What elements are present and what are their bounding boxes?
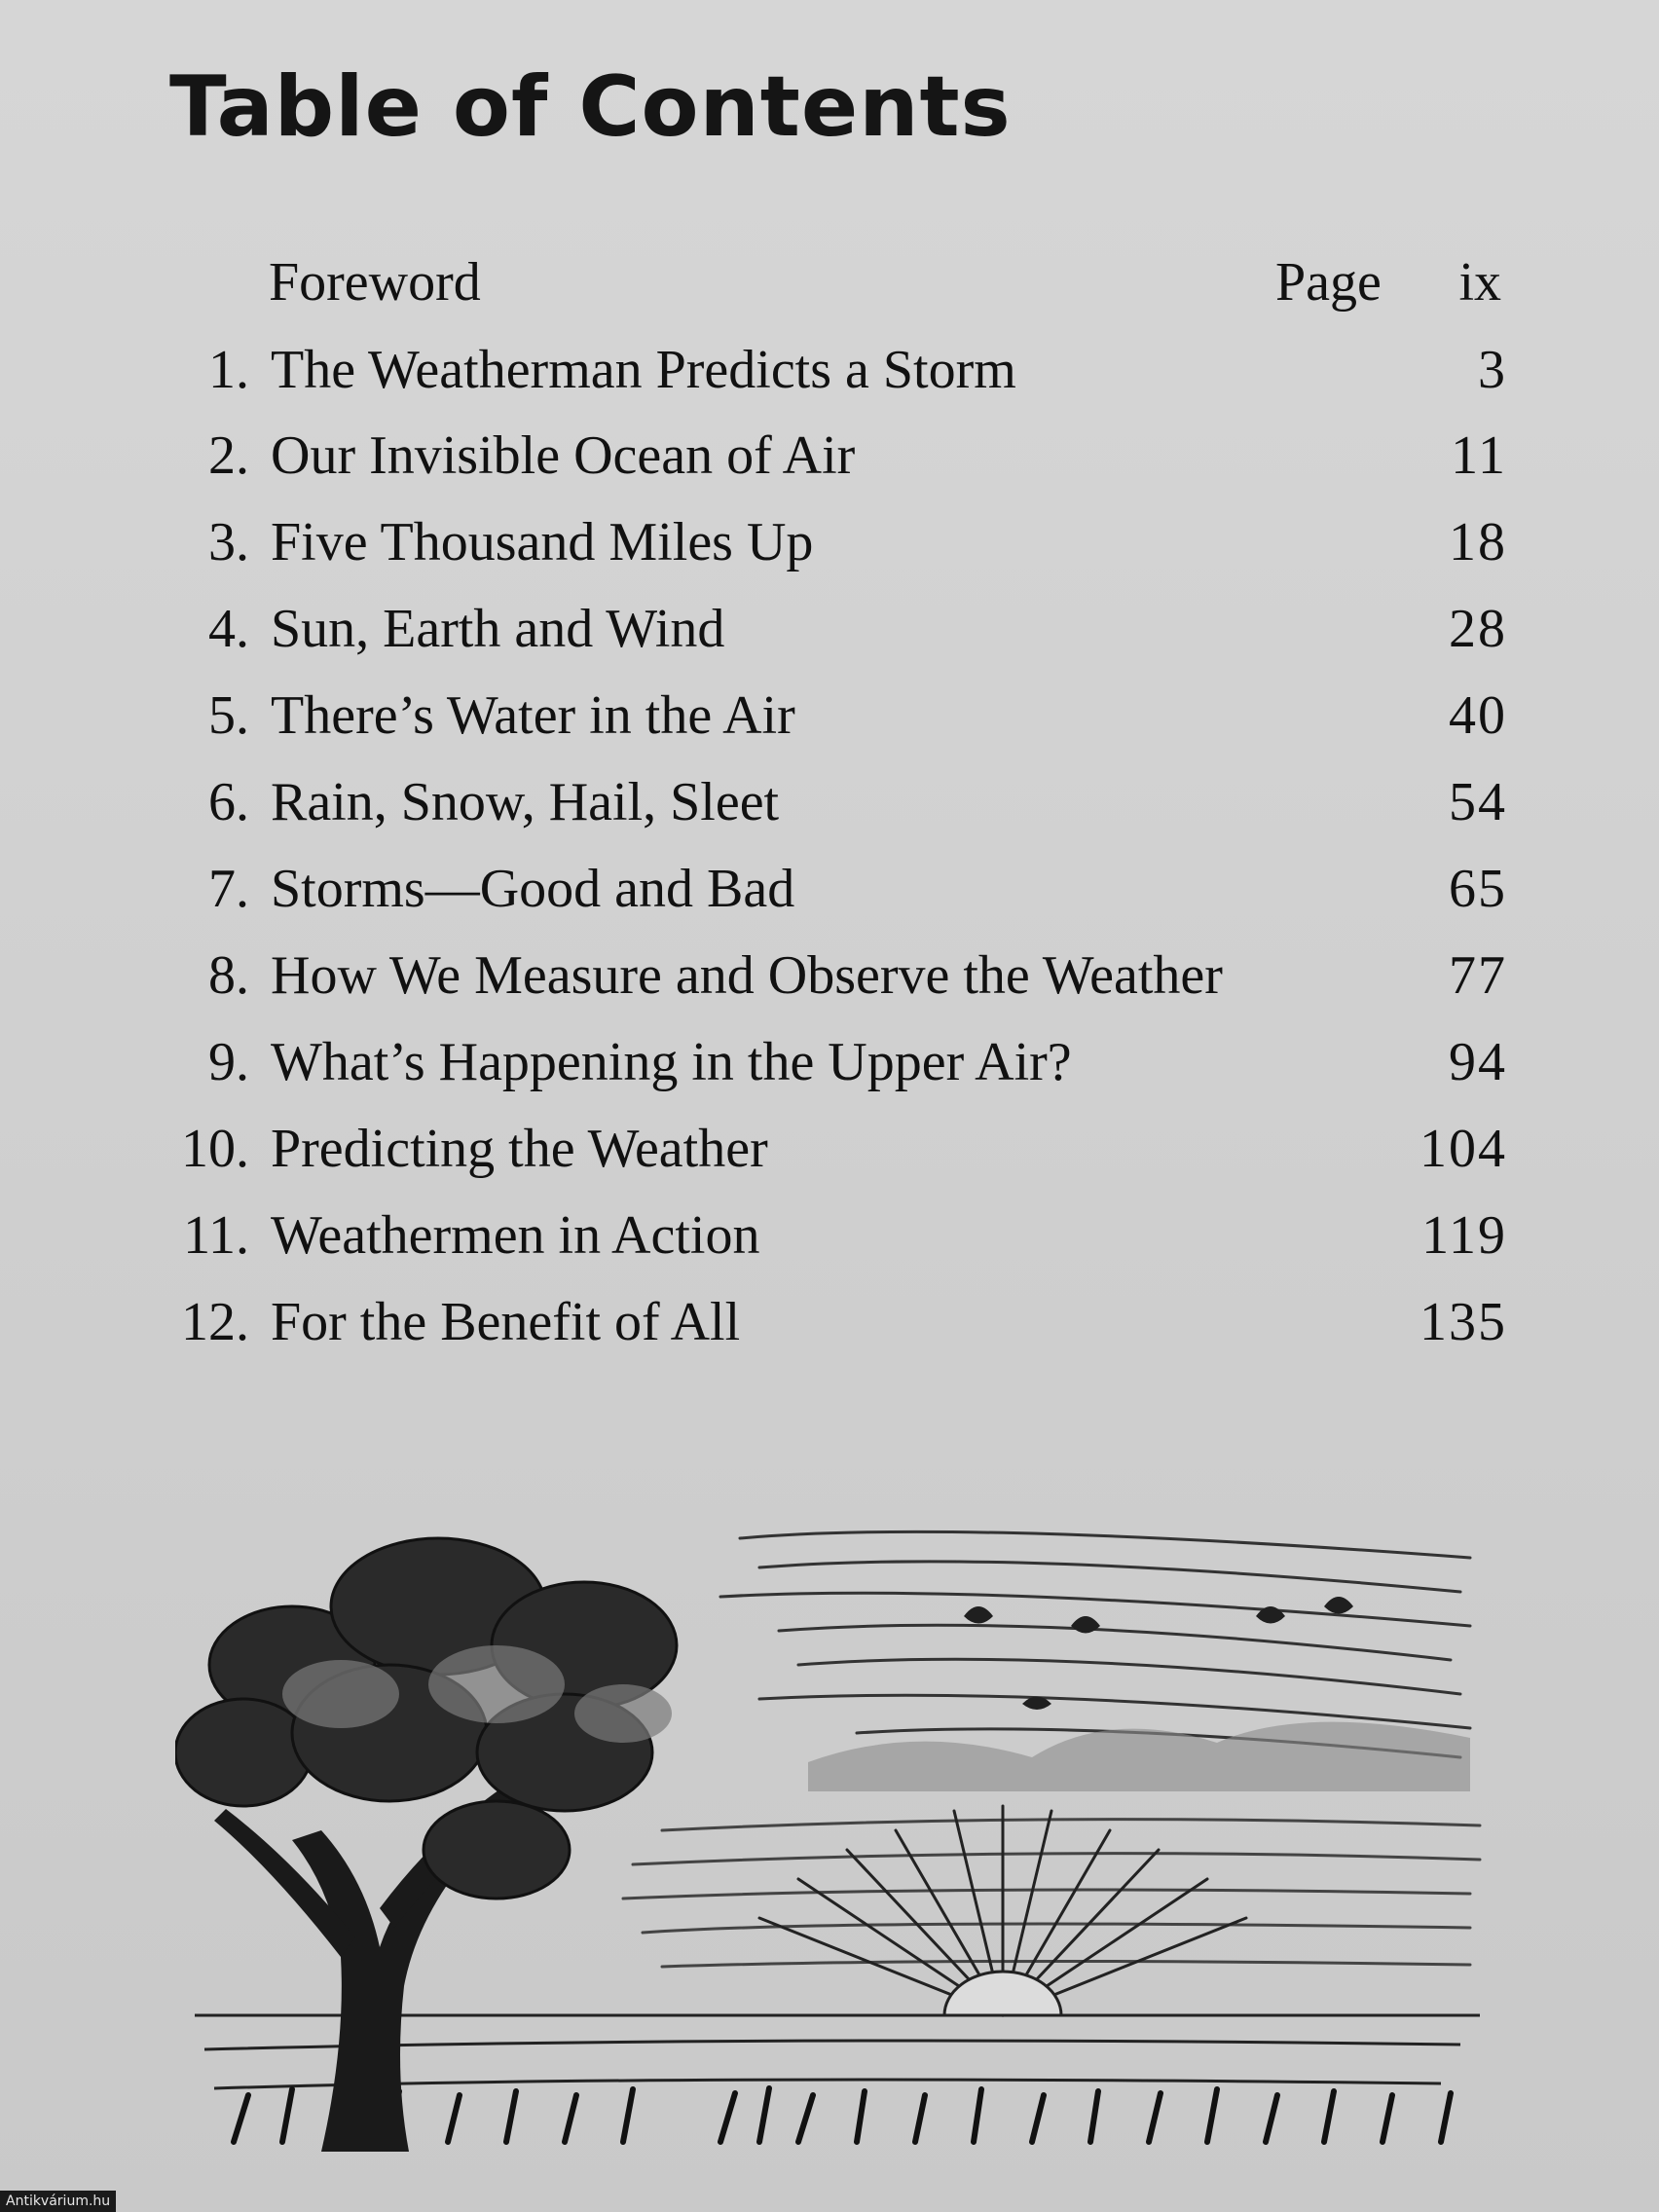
chapter-number: 7. xyxy=(208,859,249,919)
chapter-title: For the Benefit of All xyxy=(271,1292,741,1352)
chapter-page: 28 xyxy=(1449,599,1507,659)
chapter-title: There’s Water in the Air xyxy=(271,685,795,746)
chapter-entry xyxy=(0,1118,1659,1196)
chapter-number: 5. xyxy=(208,685,249,746)
chapter-page: 94 xyxy=(1449,1032,1507,1092)
chapter-entry xyxy=(0,511,1659,589)
chapter-entry xyxy=(0,598,1659,676)
chapter-page: 3 xyxy=(1478,340,1507,400)
chapter-title: Storms—Good and Bad xyxy=(271,859,795,919)
chapter-entry xyxy=(0,1031,1659,1109)
chapter-number: 4. xyxy=(208,599,249,659)
chapter-entry xyxy=(0,858,1659,936)
page-column-heading: Page xyxy=(1275,252,1382,313)
chapter-page: 135 xyxy=(1419,1292,1507,1352)
chapter-page: 119 xyxy=(1421,1205,1507,1266)
foreword-label: Foreword xyxy=(269,252,481,313)
chapter-number: 8. xyxy=(208,945,249,1006)
chapter-entry xyxy=(0,424,1659,502)
chapter-entry xyxy=(0,1204,1659,1282)
chapter-number: 11. xyxy=(183,1205,249,1266)
chapter-page: 77 xyxy=(1449,945,1507,1006)
chapter-number: 12. xyxy=(181,1292,249,1352)
chapter-title: Sun, Earth and Wind xyxy=(271,599,725,659)
chapter-number: 6. xyxy=(208,772,249,832)
chapter-page: 54 xyxy=(1449,772,1507,832)
chapter-page: 18 xyxy=(1449,512,1507,572)
chapter-number: 9. xyxy=(208,1032,249,1092)
chapter-number: 10. xyxy=(181,1119,249,1179)
chapter-number: 1. xyxy=(208,340,249,400)
chapter-title: Weathermen in Action xyxy=(271,1205,760,1266)
windswept-tree-sunrise-icon xyxy=(175,1499,1499,2161)
chapter-entry xyxy=(0,339,1659,417)
chapter-page: 65 xyxy=(1449,859,1507,919)
chapter-entry xyxy=(0,684,1659,762)
chapter-number: 3. xyxy=(208,512,249,572)
watermark: Antikvárium.hu xyxy=(0,2191,116,2212)
chapter-entry xyxy=(0,771,1659,849)
chapter-title: How We Measure and Observe the Weather xyxy=(271,945,1223,1006)
chapter-title: Predicting the Weather xyxy=(271,1119,768,1179)
chapter-entry xyxy=(0,1291,1659,1369)
chapter-page: 40 xyxy=(1449,685,1507,746)
chapter-title: The Weatherman Predicts a Storm xyxy=(271,340,1016,400)
chapter-title: Our Invisible Ocean of Air xyxy=(271,425,856,486)
page-title: Table of Contents xyxy=(169,58,1012,156)
chapter-page: 104 xyxy=(1419,1119,1507,1179)
chapter-title: Five Thousand Miles Up xyxy=(271,512,814,572)
chapter-number: 2. xyxy=(208,425,249,486)
chapter-title: Rain, Snow, Hail, Sleet xyxy=(271,772,780,832)
chapter-entry xyxy=(0,944,1659,1022)
foreword-page-number: ix xyxy=(1458,252,1501,313)
chapter-title: What’s Happening in the Upper Air? xyxy=(271,1032,1072,1092)
foreword-entry xyxy=(0,251,1659,329)
chapter-page: 11 xyxy=(1451,425,1507,486)
